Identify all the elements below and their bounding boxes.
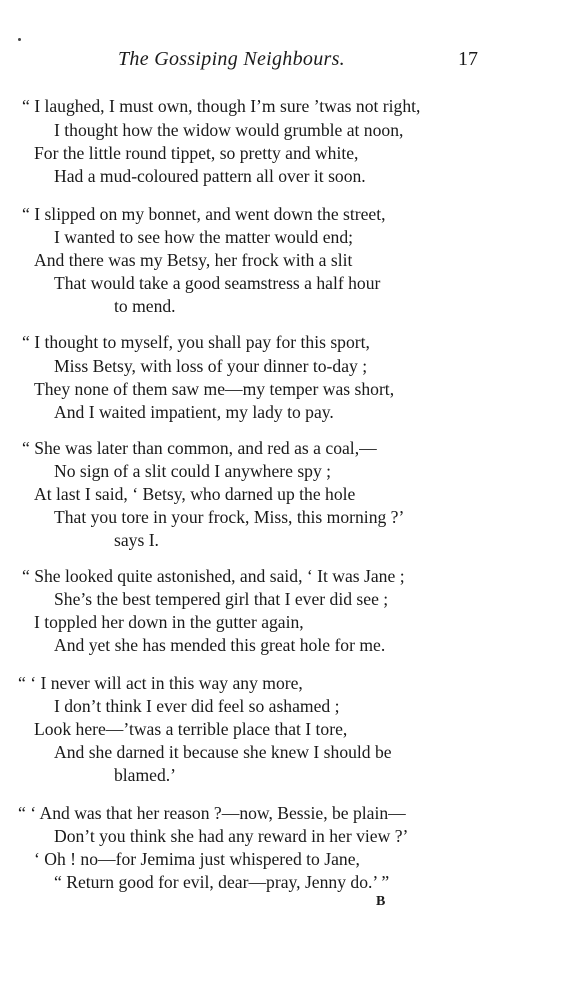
signature-mark: B (376, 894, 386, 909)
verse-line: For the little round tippet, so pretty and white, (34, 143, 359, 163)
verse-line: At last I said, ‘ Betsy, who darned up the hole (34, 484, 356, 504)
verse-line: blamed.’ (114, 765, 177, 785)
verse-line: She’s the best tempered girl that I ever did see ; (54, 589, 389, 609)
verse-line: Look here—’twas a terrible place that I tore, (34, 719, 348, 739)
page-number: 17 (458, 48, 478, 70)
verse-line: And she darned it because she knew I should be (54, 742, 392, 762)
verse-line: “ I laughed, I must own, though I’m sure ’twas not right, (22, 96, 421, 116)
verse-line: “ I slipped on my bonnet, and went down the street, (22, 204, 386, 224)
verse-line: Don’t you think she had any reward in her view ?’ (54, 826, 409, 846)
verse-line: “ Return good for evil, dear—pray, Jenny do.’ ” (54, 872, 390, 892)
verse-line: says I. (114, 530, 159, 550)
verse-line: I don’t think I ever did feel so ashamed ; (54, 696, 340, 716)
verse-line: That would take a good seamstress a half hour (54, 273, 381, 293)
ink-speck (18, 38, 21, 41)
verse-line: Miss Betsy, with loss of your dinner to-day ; (54, 356, 368, 376)
running-title: The Gossiping Neighbours. (118, 48, 345, 70)
verse-line: And yet she has mended this great hole for me. (54, 635, 386, 655)
verse-line: I toppled her down in the gutter again, (34, 612, 304, 632)
verse-line: And there was my Betsy, her frock with a slit (34, 250, 353, 270)
verse-line: Had a mud-coloured pattern all over it soon. (54, 166, 366, 186)
verse-line: I thought how the widow would grumble at noon, (54, 120, 404, 140)
verse-line: That you tore in your frock, Miss, this morning ?’ (54, 507, 405, 527)
verse-line: No sign of a slit could I anywhere spy ; (54, 461, 332, 481)
verse-line: to mend. (114, 296, 176, 316)
verse-line: They none of them saw me—my temper was short, (34, 379, 395, 399)
verse-line: “ I thought to myself, you shall pay for this sport, (22, 332, 370, 352)
verse-line: I wanted to see how the matter would end; (54, 227, 354, 247)
verse-line: ‘ Oh ! no—for Jemima just whispered to Jane, (34, 849, 360, 869)
verse-line: “ ‘ I never will act in this way any more, (18, 673, 303, 693)
page-header (0, 48, 573, 78)
verse-line: “ She was later than common, and red as a coal,— (22, 438, 377, 458)
verse-line: “ She looked quite astonished, and said, ‘ It was Jane ; (22, 566, 405, 586)
verse-line: And I waited impatient, my lady to pay. (54, 402, 334, 422)
verse-line: “ ‘ And was that her reason ?—now, Bessie, be plain— (18, 803, 406, 823)
